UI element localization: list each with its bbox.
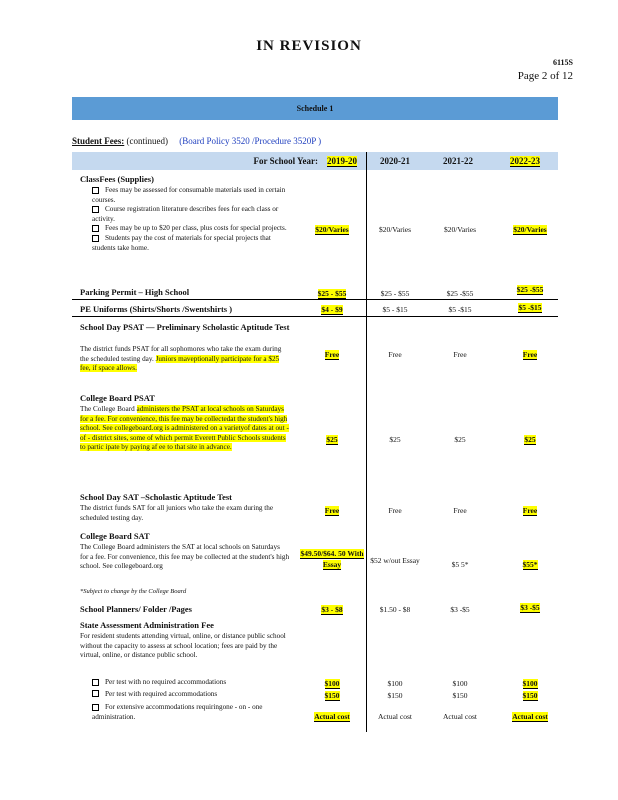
year-header-2019: 2019-20	[327, 156, 357, 166]
row-divider	[72, 299, 558, 300]
bullet-icon	[92, 235, 99, 242]
psat-school-2022: Free	[522, 350, 538, 359]
list-item: Fees may be assessed for consumable materials used in certain courses.	[92, 186, 286, 204]
policy-number: 6115S	[552, 58, 573, 67]
year-header-2022: 2022-23	[510, 156, 540, 166]
sat-school-2019: Free	[324, 506, 340, 515]
list-item: Fees may be up to $20 per class, plus costs for special projects.	[92, 224, 288, 234]
state-no-accom-2019: $100	[324, 679, 340, 688]
state-required-2022: $150	[522, 691, 538, 700]
cb-sat-text: The College Board administers the SAT at local schools on Saturdays for a fee. For convenience, this fee may be collected at the student's high school. See collegeboard.org	[80, 543, 290, 571]
class-fees-2019: $20/Varies	[315, 225, 349, 234]
state-no-accom-2021: $100	[452, 679, 468, 688]
class-fees-2021: $20/Varies	[443, 225, 477, 234]
year-header-2020: 2020-21	[380, 156, 410, 166]
cb-psat-text: The College Board administers the PSAT at local schools on Saturdays for a fee. For convenience, this fee may be collectedat the student's high school. See collegeboard.org is administered on a varietyof dates at out - of - district sites, some of which permit Everett Public Schools students to partic ipate by paying af ee to that site in advance.	[80, 405, 289, 452]
psat-school-2019: Free	[324, 350, 340, 359]
row-divider	[72, 316, 558, 317]
list-item: For extensive accommodations requiringone - on - one administration.	[92, 703, 263, 721]
parking-2022: $25 -$55	[516, 285, 544, 294]
planners-2021: $3 -$5	[450, 605, 470, 614]
cb-psat-2020: $25	[389, 435, 401, 444]
student-fees-label: Student Fees:	[72, 136, 125, 146]
planners-2020: $1.50 - $8	[379, 605, 411, 614]
psat-school-2020: Free	[388, 350, 402, 359]
sat-school-text: The district funds SAT for all juniors who take the exam during the scheduled testing day.	[80, 504, 274, 522]
planners-2022: $3 -$5	[520, 603, 540, 612]
state-required-2019: $150	[324, 691, 340, 700]
cb-sat-2019: $49.50/$64. 50 With Essay	[300, 549, 364, 569]
sat-school-title: School Day SAT –Scholastic Aptitude Test	[80, 492, 233, 502]
policy-reference-link[interactable]: (Board Policy 3520 /Procedure 3520P )	[179, 136, 322, 146]
student-fees-heading	[72, 136, 321, 146]
state-extensive-2022: Actual cost	[512, 712, 548, 721]
state-extensive-2019: Actual cost	[314, 712, 350, 721]
state-assessment-title: State Assessment Administration Fee	[80, 620, 214, 630]
state-required-2020: $150	[387, 691, 403, 700]
bullet-icon	[92, 704, 99, 711]
sat-school-2022: Free	[522, 506, 538, 515]
parking-title: Parking Permit – High School	[80, 287, 190, 297]
year-header-2021: 2021-22	[443, 156, 473, 166]
psat-school-title: School Day PSAT — Preliminary Scholastic Aptitude Test	[80, 322, 290, 332]
psat-school-2021: Free	[453, 350, 467, 359]
state-no-accom-2020: $100	[387, 679, 403, 688]
bullet-icon	[92, 206, 99, 213]
cb-psat-2021: $25	[454, 435, 466, 444]
document-title: IN REVISION	[256, 38, 362, 54]
class-fees-2022: $20/Varies	[513, 225, 547, 234]
state-assessment-bullets	[92, 678, 292, 722]
sat-school-2021: Free	[453, 506, 467, 515]
list-item: Per test with required accommodations	[92, 690, 292, 700]
cb-sat-2021: $5 5*	[451, 560, 469, 569]
state-extensive-2020: Actual cost	[378, 712, 412, 721]
class-fees-2020: $20/Varies	[378, 225, 412, 234]
sat-school-2020: Free	[388, 506, 402, 515]
parking-2020: $25 - $55	[380, 289, 410, 298]
list-item: Course registration literature describes fees for each class or activity.	[92, 205, 279, 223]
class-fees-title: ClassFees (Supplies)	[80, 174, 154, 184]
state-extensive-2021: Actual cost	[443, 712, 477, 721]
bullet-icon	[92, 679, 99, 686]
state-required-2021: $150	[452, 691, 468, 700]
cb-sat-2022: $55*	[522, 560, 538, 569]
state-assessment-text: For resident students attending virtual, online, or distance public school without the capacity to assess at school location; fees are paid by the virtual, online, or distance public school.	[80, 632, 286, 660]
continued-label: (continued)	[126, 136, 168, 146]
cb-sat-title: College Board SAT	[80, 531, 150, 541]
cb-sat-note: *Subject to change by the College Board	[80, 588, 187, 595]
bullet-icon	[92, 690, 99, 697]
pe-uniforms-2020: $5 - $15	[382, 305, 408, 314]
state-no-accom-2022: $100	[522, 679, 538, 688]
cb-sat-2020: $52 w/out Essay	[370, 556, 420, 565]
schedule-banner: Schedule 1	[72, 97, 558, 120]
cb-psat-2022: $25	[524, 435, 536, 444]
cb-psat-title: College Board PSAT	[80, 393, 155, 403]
school-year-label: For School Year:	[253, 156, 318, 166]
parking-2019: $25 - $55	[317, 289, 347, 298]
pe-uniforms-2022: $5 -$15	[518, 303, 542, 312]
list-item: Per test with no required accommodations	[92, 678, 292, 688]
pe-uniforms-title: PE Uniforms (Shirts/Shorts /Swentshirts )	[80, 304, 233, 314]
pe-uniforms-2019: $4 - $9	[321, 305, 343, 314]
parking-2021: $25 -$55	[446, 289, 474, 298]
class-fees-bullets	[92, 186, 288, 253]
page-indicator: Page 2 of 12	[517, 70, 573, 82]
psat-school-text: The district funds PSAT for all sophomores who take the exam during the scheduled testing day. Juniors maveptionally participate for a $25 fee, if space allows.	[80, 345, 282, 373]
pe-uniforms-2021: $5 -$15	[448, 305, 472, 314]
planners-title: School Planners/ Folder /Pages	[80, 604, 192, 614]
bullet-icon	[92, 225, 99, 232]
planners-2019: $3 - $8	[321, 605, 343, 614]
bullet-icon	[92, 187, 99, 194]
cb-psat-2019: $25	[326, 435, 338, 444]
list-item: Students pay the cost of materials for special projects that students take home.	[92, 233, 271, 252]
